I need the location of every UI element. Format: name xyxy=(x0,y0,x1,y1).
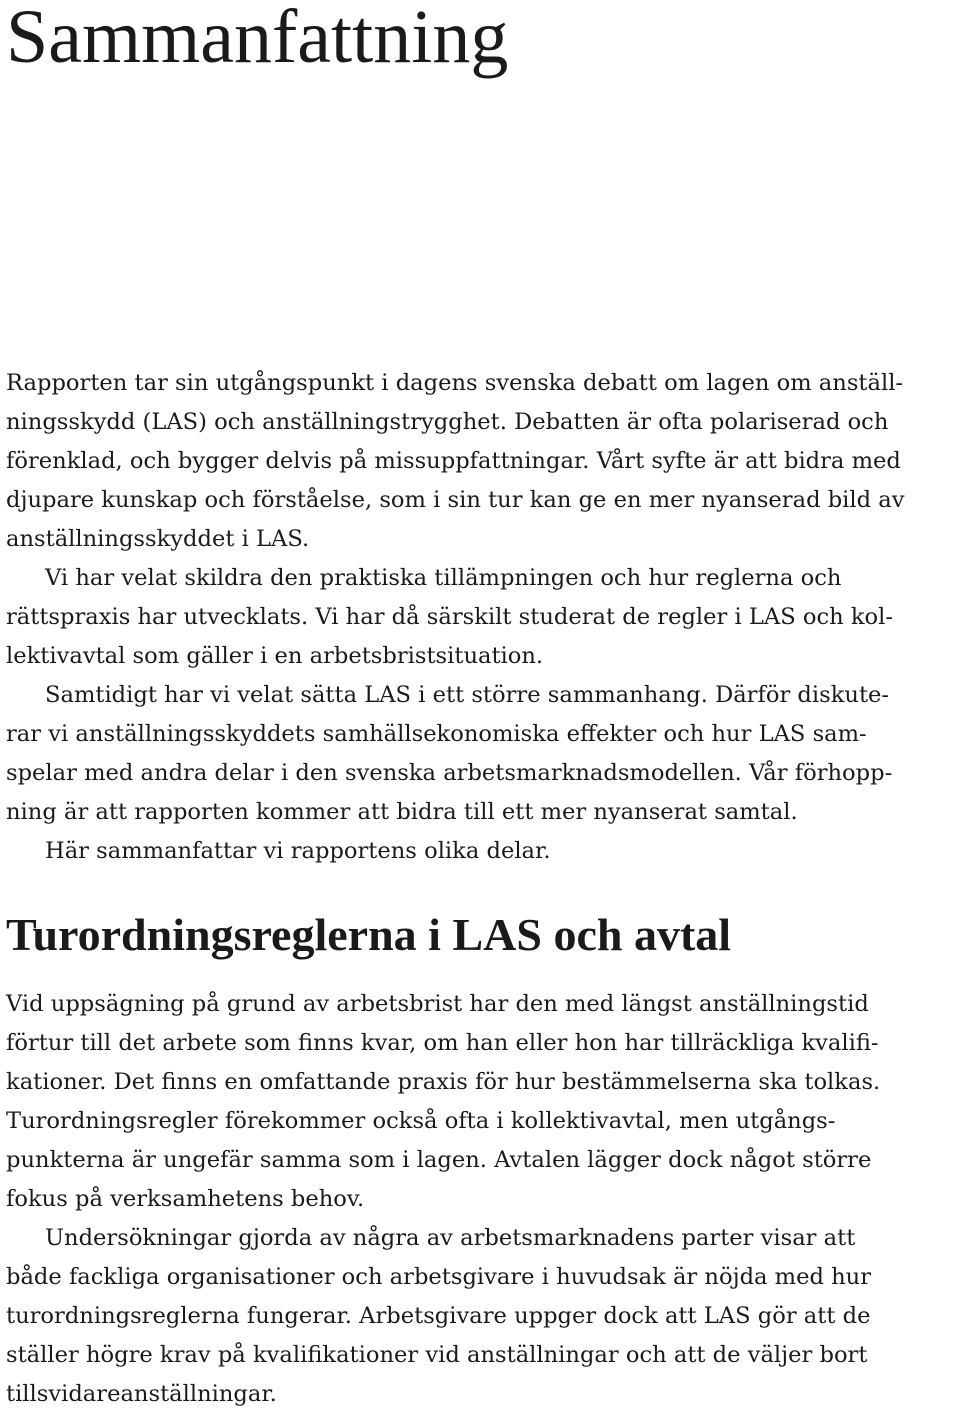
text-line: ställer högre krav på kvalifikationer vid anställningar och att de väljer bort xyxy=(6,1342,868,1368)
text-line: Vid uppsägning på grund av arbetsbrist har den med längst anställningstid xyxy=(6,991,869,1017)
text-line: rar vi anställningsskyddets samhällsekonomiska effekter och hur LAS sam- xyxy=(6,721,867,747)
text-line: förenklad, och bygger delvis på missuppfattningar. Vårt syfte är att bidra med xyxy=(6,448,901,474)
text-line: Samtidigt har vi velat sätta LAS i ett större sammanhang. Därför diskute- xyxy=(45,682,890,708)
text-line: lektivavtal som gäller i en arbetsbristsituation. xyxy=(6,643,544,669)
text-line: turordningsreglerna fungerar. Arbetsgivare uppger dock att LAS gör att de xyxy=(6,1303,871,1329)
text-line: Undersökningar gjorda av några av arbetsmarknadens parter visar att xyxy=(45,1225,856,1251)
text-line: punkterna är ungefär samma som i lagen. Avtalen lägger dock något större xyxy=(6,1147,872,1173)
section-heading: Turordningsreglerna i LAS och avtal xyxy=(6,909,732,960)
text-line: förtur till det arbete som finns kvar, om han eller hon har tillräckliga kvalifi- xyxy=(6,1030,879,1056)
text-line: kationer. Det finns en omfattande praxis för hur bestämmelserna ska tolkas. xyxy=(6,1069,881,1095)
text-line: fokus på verksamhetens behov. xyxy=(6,1186,365,1212)
text-line: tillsvidareanställningar. xyxy=(6,1381,277,1407)
text-line: Rapporten tar sin utgångspunkt i dagens svenska debatt om lagen om anställ- xyxy=(6,370,904,396)
intro-paragraphs xyxy=(6,364,954,871)
text-line: ning är att rapporten kommer att bidra till ett mer nyanserat samtal. xyxy=(6,799,798,825)
text-line: både fackliga organisationer och arbetsgivare i huvudsak är nöjda med hur xyxy=(6,1264,872,1290)
text-line: ningsskydd (LAS) och anställningstrygghet. Debatten är ofta polariserad och xyxy=(6,409,889,435)
text-line: rättspraxis har utvecklats. Vi har då särskilt studerat de regler i LAS och kol- xyxy=(6,604,894,630)
text-line: Vi har velat skildra den praktiska tillämpningen och hur reglerna och xyxy=(45,565,842,591)
page-title: Sammanfattning xyxy=(6,0,509,79)
text-line: Turordningsregler förekommer också ofta i kollektivavtal, men utgångs- xyxy=(6,1108,836,1134)
text-line: Här sammanfattar vi rapportens olika delar. xyxy=(45,838,551,864)
text-line: anställningsskyddet i LAS. xyxy=(6,526,310,552)
text-line: spelar med andra delar i den svenska arbetsmarknadsmodellen. Vår förhopp- xyxy=(6,760,893,786)
section-paragraphs xyxy=(6,985,954,1414)
text-line: djupare kunskap och förståelse, som i sin tur kan ge en mer nyanserad bild av xyxy=(6,487,905,513)
